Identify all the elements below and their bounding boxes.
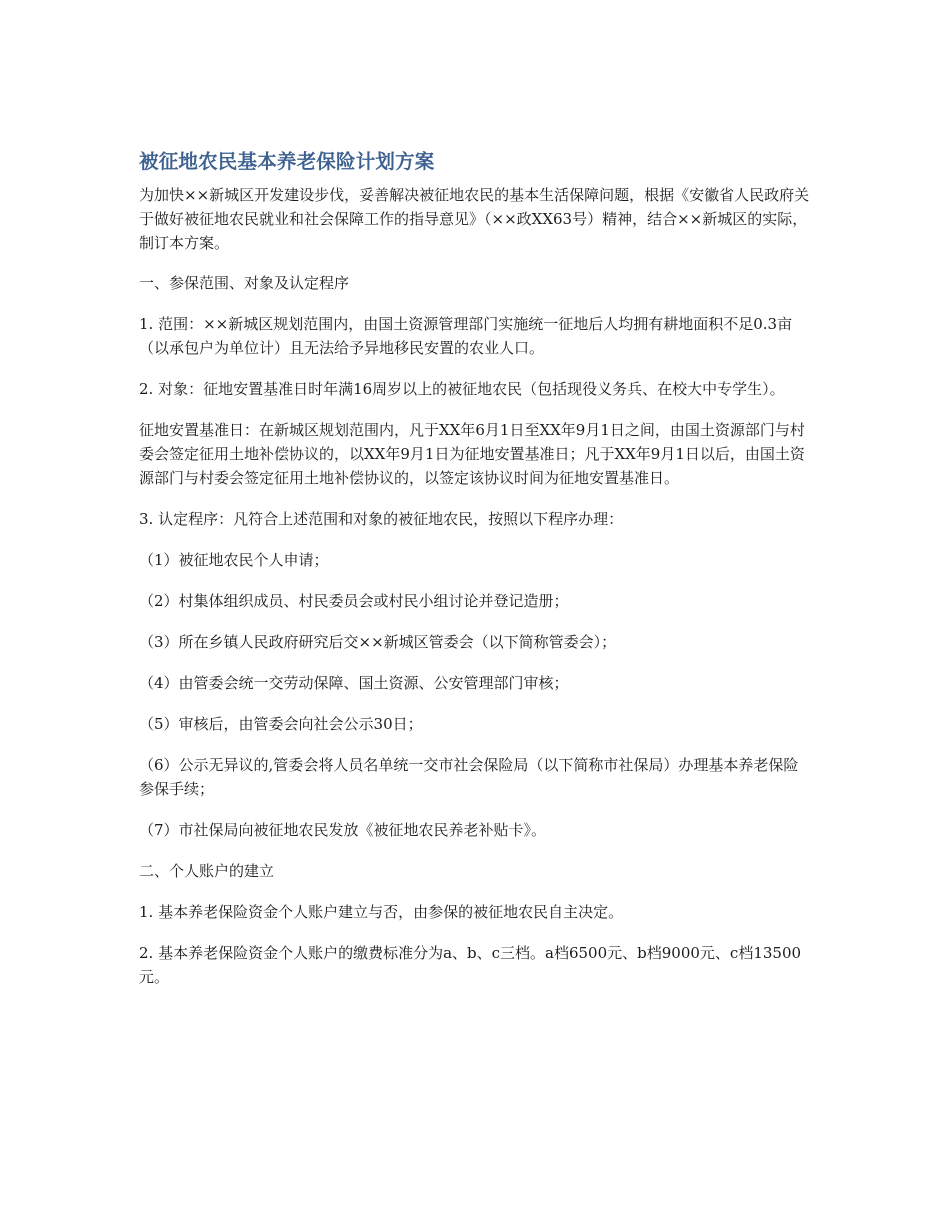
intro-paragraph: 为加快××新城区开发建设步伐，妥善解决被征地农民的基本生活保障问题，根据《安徽省人民政府关于做好被征地农民就业和社会保障工作的指导意见》（××政XX63号）精神，结合××新城区的实际，制订本方案。 <box>139 186 810 252</box>
document-page <box>139 148 811 989</box>
list-item: （2）村集体组织成员、村民委员会或村民小组讨论并登记造册； <box>139 592 569 610</box>
section-heading: 一、参保范围、对象及认定程序 <box>139 274 350 292</box>
list-item: （3）所在乡镇人民政府研究后交××新城区管委会（以下简称管委会）； <box>139 633 617 651</box>
paragraph: 2. 基本养老保险资金个人账户的缴费标准分为a、b、c三档。a档6500元、b档9000元、c档13500元。 <box>139 944 802 986</box>
paragraph: 2. 对象：征地安置基准日时年满16周岁以上的被征地农民（包括现役义务兵、在校大中专学生）。 <box>139 380 785 398</box>
list-item: （6）公示无异议的,管委会将人员名单统一交市社会保险局（以下简称市社保局）办理基本养老保险参保手续； <box>139 756 799 798</box>
list-item: （5）审核后，由管委会向社会公示30日； <box>139 715 423 733</box>
list-item: （7）市社保局向被征地农民发放《被征地农民养老补贴卡》。 <box>139 821 547 839</box>
paragraph: 1. 基本养老保险资金个人账户建立与否，由参保的被征地农民自主决定。 <box>139 903 624 921</box>
list-item: （4）由管委会统一交劳动保障、国土资源、公安管理部门审核； <box>139 674 569 692</box>
paragraph: 3. 认定程序：凡符合上述范围和对象的被征地农民，按照以下程序办理： <box>139 510 624 528</box>
paragraph: 征地安置基准日：在新城区规划范围内，凡于XX年6月1日至XX年9月1日之间，由国土资源部门与村委会签定征用土地补偿协议的，以XX年9月1日为征地安置基准日；凡于XX年9月1日以后，由国土资源部门与村委会签定征用土地补偿协议的，以签定该协议时间为征地安置基准日。 <box>139 421 805 487</box>
paragraph: 1. 范围：××新城区规划范围内，由国土资源管理部门实施统一征地后人均拥有耕地面积不足0.3亩（以承包户为单位计）且无法给予异地移民安置的农业人口。 <box>139 315 793 357</box>
list-item: （1）被征地农民个人申请； <box>139 551 329 569</box>
section-heading: 二、个人账户的建立 <box>139 862 275 880</box>
document-title: 被征地农民基本养老保险计划方案 <box>139 150 435 173</box>
